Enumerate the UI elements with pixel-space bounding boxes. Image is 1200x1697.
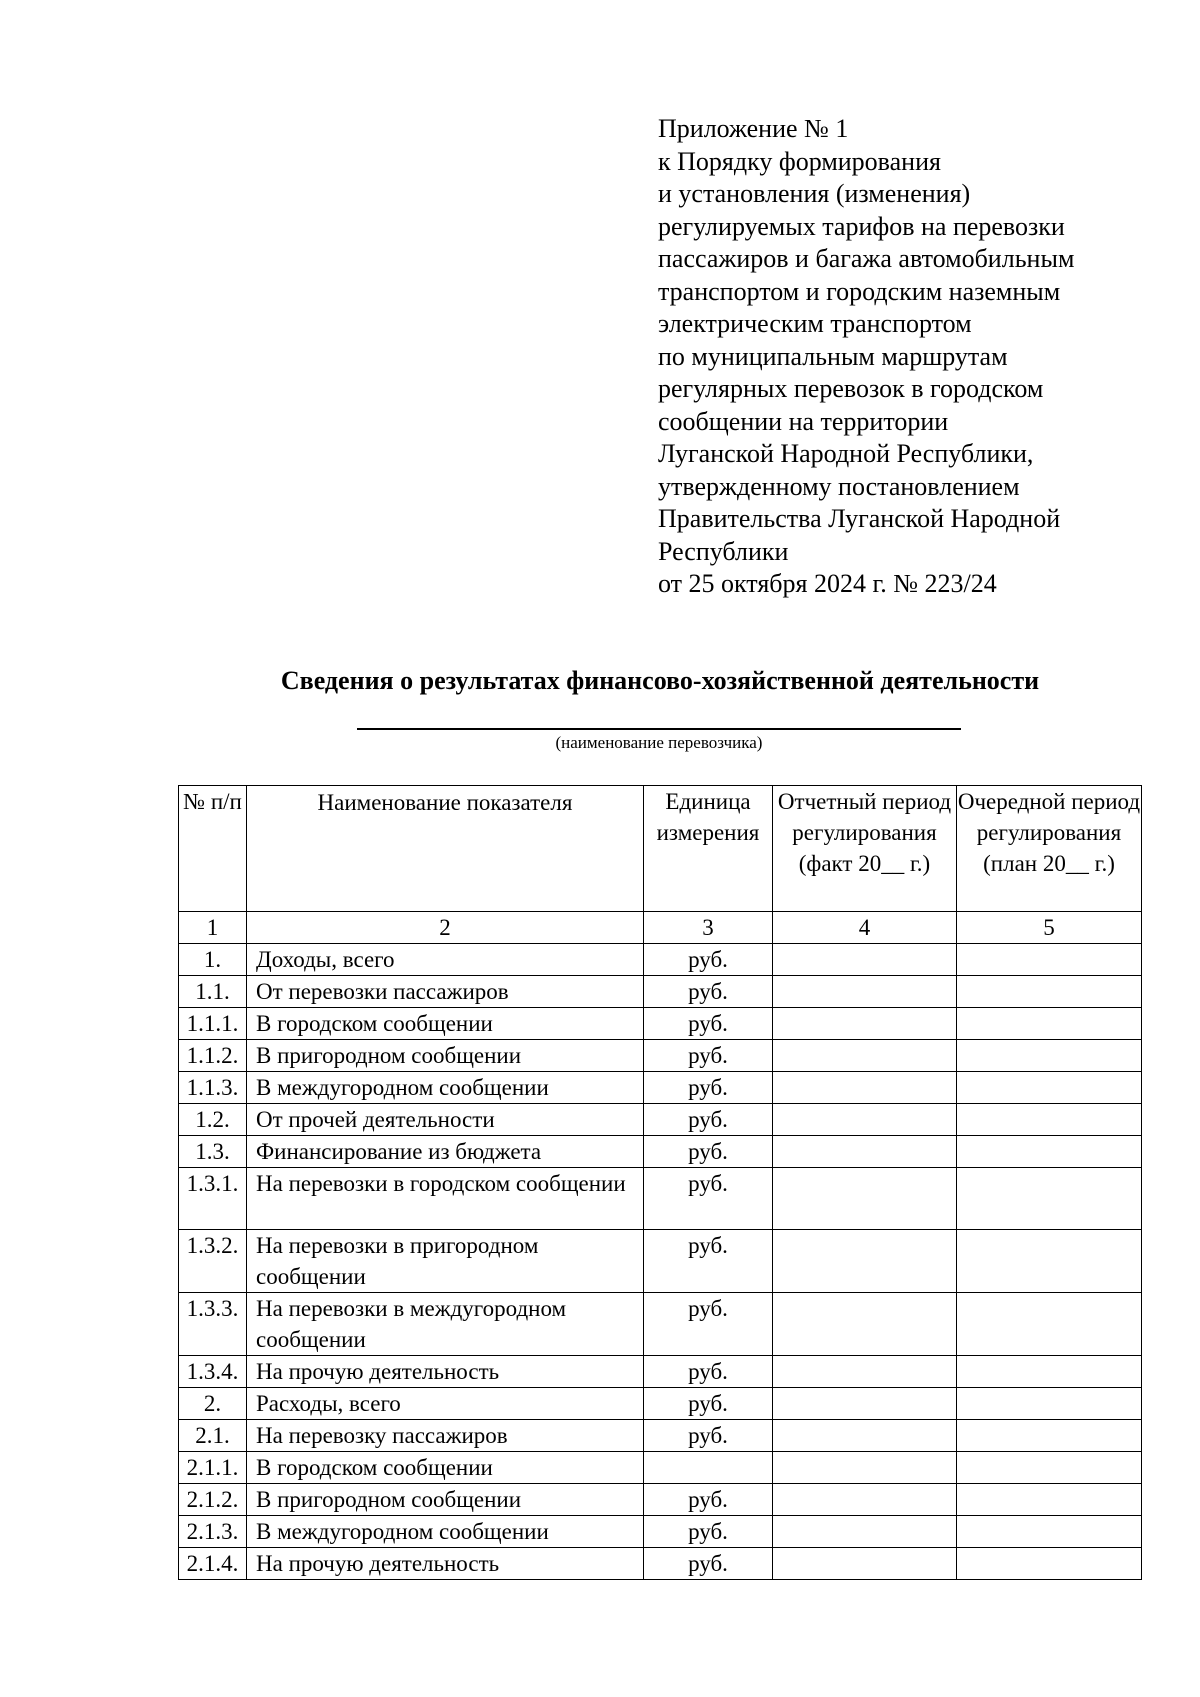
row-indicator: От перевозки пассажиров xyxy=(247,976,644,1008)
row-next-value[interactable] xyxy=(957,1008,1142,1040)
carrier-name-line xyxy=(357,728,961,730)
row-number: 2. xyxy=(179,1388,247,1420)
row-next-value[interactable] xyxy=(957,1484,1142,1516)
row-indicator: В городском сообщении xyxy=(247,1008,644,1040)
row-number: 1.3.3. xyxy=(179,1293,247,1356)
row-next-value[interactable] xyxy=(957,944,1142,976)
appendix-line: Правительства Луганской Народной xyxy=(658,504,1061,533)
row-number: 1.1. xyxy=(179,976,247,1008)
row-unit: руб. xyxy=(644,944,773,976)
row-indicator: На перевозки в пригородном сообщении xyxy=(247,1230,644,1293)
appendix-line: Луганской Народной Республики, xyxy=(658,439,1034,468)
header-reported-period: Отчетный период регулирования (факт 20__ г.) xyxy=(773,786,957,912)
row-number: 1.1.3. xyxy=(179,1072,247,1104)
row-indicator: В междугородном сообщении xyxy=(247,1516,644,1548)
table-row xyxy=(179,1072,1142,1104)
row-number: 2.1.4. xyxy=(179,1548,247,1580)
row-number: 2.1.3. xyxy=(179,1516,247,1548)
row-unit: руб. xyxy=(644,976,773,1008)
appendix-line: Приложение № 1 xyxy=(658,114,849,143)
row-reported-value[interactable] xyxy=(773,1420,957,1452)
row-number: 1.1.2. xyxy=(179,1040,247,1072)
appendix-line: регулярных перевозок в городском xyxy=(658,374,1044,403)
carrier-name-caption: (наименование перевозчика) xyxy=(555,733,763,752)
row-unit: руб. xyxy=(644,1168,773,1230)
column-number: 2 xyxy=(247,912,644,944)
row-indicator: Расходы, всего xyxy=(247,1388,644,1420)
appendix-line: от 25 октября 2024 г. № 223/24 xyxy=(658,569,997,598)
row-next-value[interactable] xyxy=(957,1072,1142,1104)
row-next-value[interactable] xyxy=(957,1136,1142,1168)
row-unit: руб. xyxy=(644,1008,773,1040)
row-reported-value[interactable] xyxy=(773,1356,957,1388)
row-number: 1.2. xyxy=(179,1104,247,1136)
row-indicator: На перевозку пассажиров xyxy=(247,1420,644,1452)
row-indicator: В междугородном сообщении xyxy=(247,1072,644,1104)
row-unit: руб. xyxy=(644,1136,773,1168)
column-number: 4 xyxy=(773,912,957,944)
table-row xyxy=(179,1040,1142,1072)
table-row xyxy=(179,976,1142,1008)
row-unit: руб. xyxy=(644,1484,773,1516)
row-next-value[interactable] xyxy=(957,1516,1142,1548)
row-indicator: Доходы, всего xyxy=(247,944,644,976)
table-row xyxy=(179,1168,1142,1230)
table-header-row xyxy=(179,786,1142,912)
document-title: Сведения о результатах финансово-хозяйственной деятельности xyxy=(280,666,1040,695)
row-reported-value[interactable] xyxy=(773,1104,957,1136)
appendix-line: регулируемых тарифов на перевозки xyxy=(658,211,1065,241)
financial-results-table xyxy=(178,785,1142,1580)
row-indicator: В пригородном сообщении xyxy=(247,1484,644,1516)
row-unit: руб. xyxy=(644,1072,773,1104)
row-number: 1.3. xyxy=(179,1136,247,1168)
row-reported-value[interactable] xyxy=(773,1230,957,1293)
table-row xyxy=(179,1420,1142,1452)
column-numbers-row xyxy=(179,912,1142,944)
row-indicator: На прочую деятельность xyxy=(247,1548,644,1580)
appendix-line: электрическим транспортом xyxy=(658,309,972,338)
row-reported-value[interactable] xyxy=(773,1008,957,1040)
appendix-line: утвержденному постановлением xyxy=(658,471,1020,501)
row-number: 2.1.1. xyxy=(179,1452,247,1484)
column-number: 3 xyxy=(644,912,773,944)
row-unit: руб. xyxy=(644,1420,773,1452)
row-reported-value[interactable] xyxy=(773,1516,957,1548)
row-unit xyxy=(644,1452,773,1484)
table-row xyxy=(179,1356,1142,1388)
row-indicator: В городском сообщении xyxy=(247,1452,644,1484)
row-next-value[interactable] xyxy=(957,976,1142,1008)
header-unit: Единица измерения xyxy=(644,786,773,912)
row-next-value[interactable] xyxy=(957,1293,1142,1356)
row-reported-value[interactable] xyxy=(773,944,957,976)
row-reported-value[interactable] xyxy=(773,1072,957,1104)
table-row xyxy=(179,1136,1142,1168)
row-next-value[interactable] xyxy=(957,1040,1142,1072)
table-row xyxy=(179,1452,1142,1484)
row-number: 2.1.2. xyxy=(179,1484,247,1516)
appendix-block xyxy=(658,113,1178,601)
row-unit: руб. xyxy=(644,1104,773,1136)
row-next-value[interactable] xyxy=(957,1548,1142,1580)
row-indicator: На прочую деятельность xyxy=(247,1356,644,1388)
table-row xyxy=(179,1388,1142,1420)
appendix-line: Республики xyxy=(658,536,789,566)
row-reported-value[interactable] xyxy=(773,1484,957,1516)
row-unit: руб. xyxy=(644,1388,773,1420)
row-indicator: На перевозки в городском сообщении xyxy=(247,1168,644,1230)
row-number: 1.1.1. xyxy=(179,1008,247,1040)
row-number: 1.3.2. xyxy=(179,1230,247,1293)
column-number: 1 xyxy=(179,912,247,944)
appendix-line: к Порядку формирования xyxy=(658,146,941,176)
appendix-line: пассажиров и багажа автомобильным xyxy=(658,244,1075,273)
header-name: Наименование показателя xyxy=(247,786,644,912)
table-row xyxy=(179,1230,1142,1293)
row-unit: руб. xyxy=(644,1293,773,1356)
table-row xyxy=(179,1008,1142,1040)
row-unit: руб. xyxy=(644,1040,773,1072)
row-number: 2.1. xyxy=(179,1420,247,1452)
row-indicator: В пригородном сообщении xyxy=(247,1040,644,1072)
row-indicator: Финансирование из бюджета xyxy=(247,1136,644,1168)
row-reported-value[interactable] xyxy=(773,976,957,1008)
row-next-value[interactable] xyxy=(957,1452,1142,1484)
table-row xyxy=(179,1516,1142,1548)
row-next-value[interactable] xyxy=(957,1230,1142,1293)
row-next-value[interactable] xyxy=(957,1104,1142,1136)
column-number: 5 xyxy=(957,912,1142,944)
row-reported-value[interactable] xyxy=(773,1452,957,1484)
table-row xyxy=(179,944,1142,976)
row-next-value[interactable] xyxy=(957,1356,1142,1388)
header-num: № п/п xyxy=(179,786,247,912)
row-reported-value[interactable] xyxy=(773,1168,957,1230)
header-next-period: Очередной период регулирования (план 20__ г.) xyxy=(957,786,1142,912)
table-row xyxy=(179,1548,1142,1580)
row-unit: руб. xyxy=(644,1548,773,1580)
row-next-value[interactable] xyxy=(957,1388,1142,1420)
row-number: 1.3.4. xyxy=(179,1356,247,1388)
table-row xyxy=(179,1484,1142,1516)
row-reported-value[interactable] xyxy=(773,1040,957,1072)
table-row xyxy=(179,1293,1142,1356)
row-reported-value[interactable] xyxy=(773,1293,957,1356)
row-number: 1. xyxy=(179,944,247,976)
row-number: 1.3.1. xyxy=(179,1168,247,1230)
row-unit: руб. xyxy=(644,1356,773,1388)
appendix-line: транспортом и городским наземным xyxy=(658,276,1061,306)
table-row xyxy=(179,1104,1142,1136)
row-indicator: От прочей деятельности xyxy=(247,1104,644,1136)
appendix-line: по муниципальным маршрутам xyxy=(658,341,1008,371)
row-reported-value[interactable] xyxy=(773,1136,957,1168)
row-reported-value[interactable] xyxy=(773,1548,957,1580)
row-next-value[interactable] xyxy=(957,1168,1142,1230)
row-unit: руб. xyxy=(644,1516,773,1548)
row-next-value[interactable] xyxy=(957,1420,1142,1452)
appendix-line: и установления (изменения) xyxy=(658,179,971,208)
row-indicator: На перевозки в междугородном сообщении xyxy=(247,1293,644,1356)
row-reported-value[interactable] xyxy=(773,1388,957,1420)
appendix-line: сообщении на территории xyxy=(658,406,949,436)
row-unit: руб. xyxy=(644,1230,773,1293)
